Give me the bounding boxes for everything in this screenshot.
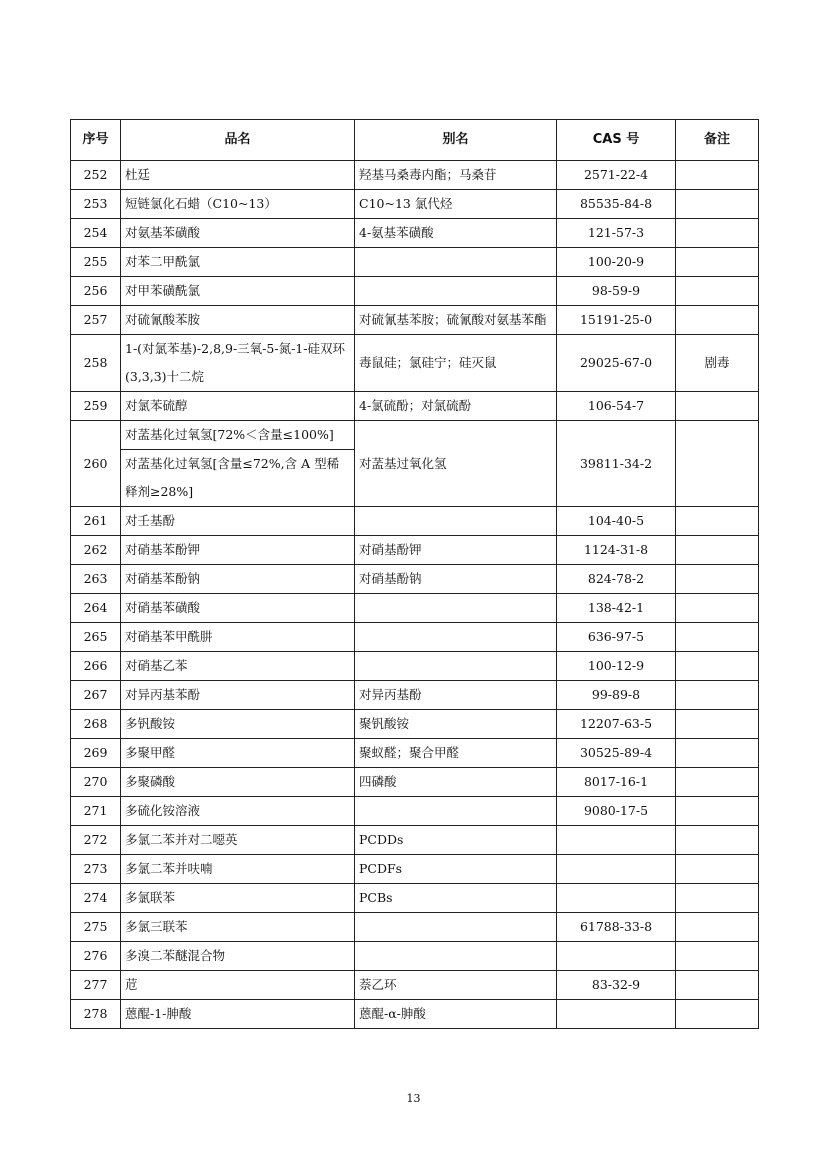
row-no: 262 <box>71 536 121 565</box>
row-alias: PCDFs <box>355 855 557 884</box>
table-row <box>71 248 759 277</box>
row-no: 272 <box>71 826 121 855</box>
row-name: 对氯苯硫醇 <box>121 392 355 421</box>
row-name: 对硫氰酸苯胺 <box>121 306 355 335</box>
row-cas <box>557 1000 676 1029</box>
row-no: 269 <box>71 739 121 768</box>
row-name: 多溴二苯醚混合物 <box>121 942 355 971</box>
row-cas: 12207-63-5 <box>557 710 676 739</box>
table-row <box>71 536 759 565</box>
row-name: 多氯三联苯 <box>121 913 355 942</box>
table-row <box>71 161 759 190</box>
row-no: 263 <box>71 565 121 594</box>
row-note <box>676 623 759 652</box>
row-name: 多硫化铵溶液 <box>121 797 355 826</box>
row-no: 255 <box>71 248 121 277</box>
row-note <box>676 652 759 681</box>
table-row <box>71 971 759 1000</box>
table-row <box>71 306 759 335</box>
row-note <box>676 565 759 594</box>
row-cas: 100-20-9 <box>557 248 676 277</box>
row-no: 276 <box>71 942 121 971</box>
row-alias <box>355 248 557 277</box>
row-alias: 对硫氰基苯胺；硫氰酸对氨基苯酯 <box>355 306 557 335</box>
row-alias: 对硝基酚钾 <box>355 536 557 565</box>
row-cas <box>557 855 676 884</box>
table-row <box>71 710 759 739</box>
row-note: 剧毒 <box>676 335 759 392</box>
row-name: 苊 <box>121 971 355 1000</box>
row-note <box>676 536 759 565</box>
row-cas: 39811-34-2 <box>557 421 676 507</box>
table-row <box>71 392 759 421</box>
row-alias: 对䓝基过氧化氢 <box>355 421 557 507</box>
row-name: 对硝基苯磺酸 <box>121 594 355 623</box>
row-name: 对硝基苯酚钠 <box>121 565 355 594</box>
table-row <box>71 507 759 536</box>
row-note <box>676 161 759 190</box>
row-alias: 对异丙基酚 <box>355 681 557 710</box>
row-cas: 99-89-8 <box>557 681 676 710</box>
row-no: 264 <box>71 594 121 623</box>
row-no: 252 <box>71 161 121 190</box>
row-note <box>676 971 759 1000</box>
row-note <box>676 1000 759 1029</box>
row-name-variant-b: 对䓝基化过氧氢[含量≤72%,含 A 型稀释剂≥28%] <box>121 450 355 507</box>
row-no: 259 <box>71 392 121 421</box>
row-alias: 4-氨基苯磺酸 <box>355 219 557 248</box>
row-no: 258 <box>71 335 121 392</box>
table-row <box>71 681 759 710</box>
row-alias: 四磷酸 <box>355 768 557 797</box>
table-row <box>71 797 759 826</box>
row-name: 对硝基乙苯 <box>121 652 355 681</box>
row-alias: PCDDs <box>355 826 557 855</box>
row-note <box>676 277 759 306</box>
table-row <box>71 942 759 971</box>
row-name: 对异丙基苯酚 <box>121 681 355 710</box>
row-name: 多氯二苯并呋喃 <box>121 855 355 884</box>
row-cas: 15191-25-0 <box>557 306 676 335</box>
row-alias: 羟基马桑毒内酯；马桑苷 <box>355 161 557 190</box>
row-name: 对甲苯磺酰氯 <box>121 277 355 306</box>
row-alias <box>355 623 557 652</box>
row-no: 277 <box>71 971 121 1000</box>
row-no: 265 <box>71 623 121 652</box>
row-cas: 100-12-9 <box>557 652 676 681</box>
row-note <box>676 710 759 739</box>
row-note <box>676 768 759 797</box>
row-note <box>676 681 759 710</box>
header-name: 品名 <box>121 120 355 161</box>
row-note <box>676 507 759 536</box>
row-no: 268 <box>71 710 121 739</box>
row-note <box>676 219 759 248</box>
table-row <box>71 884 759 913</box>
chemical-table <box>70 119 759 1029</box>
row-note <box>676 190 759 219</box>
row-note <box>676 248 759 277</box>
row-name: 多聚甲醛 <box>121 739 355 768</box>
row-no: 254 <box>71 219 121 248</box>
row-no: 271 <box>71 797 121 826</box>
page-number-text: 13 <box>406 1092 421 1105</box>
row-cas: 29025-67-0 <box>557 335 676 392</box>
row-name: 对硝基苯甲酰肼 <box>121 623 355 652</box>
row-no: 274 <box>71 884 121 913</box>
row-cas: 2571-22-4 <box>557 161 676 190</box>
row-alias: 聚蚁醛；聚合甲醛 <box>355 739 557 768</box>
row-alias <box>355 652 557 681</box>
table-row <box>71 913 759 942</box>
row-name: 多钒酸铵 <box>121 710 355 739</box>
row-no: 256 <box>71 277 121 306</box>
row-no: 270 <box>71 768 121 797</box>
row-cas: 8017-16-1 <box>557 768 676 797</box>
row-name: 对硝基苯酚钾 <box>121 536 355 565</box>
row-note <box>676 797 759 826</box>
row-cas: 98-59-9 <box>557 277 676 306</box>
row-alias <box>355 594 557 623</box>
table-header-row <box>71 120 759 161</box>
row-no: 257 <box>71 306 121 335</box>
row-cas: 83-32-9 <box>557 971 676 1000</box>
row-cas: 30525-89-4 <box>557 739 676 768</box>
row-cas <box>557 826 676 855</box>
table-row <box>71 190 759 219</box>
row-alias <box>355 277 557 306</box>
row-cas <box>557 942 676 971</box>
row-alias: PCBs <box>355 884 557 913</box>
row-name: 多聚磷酸 <box>121 768 355 797</box>
row-cas: 104-40-5 <box>557 507 676 536</box>
row-alias: 毒鼠硅；氯硅宁；硅灭鼠 <box>355 335 557 392</box>
row-no: 261 <box>71 507 121 536</box>
row-note <box>676 594 759 623</box>
row-cas: 9080-17-5 <box>557 797 676 826</box>
table-row <box>71 855 759 884</box>
row-no: 273 <box>71 855 121 884</box>
row-cas: 121-57-3 <box>557 219 676 248</box>
row-note <box>676 392 759 421</box>
row-note <box>676 739 759 768</box>
row-name: 1-(对氯苯基)-2,8,9-三氧-5-氮-1-硅双环(3,3,3)十二烷 <box>121 335 355 392</box>
header-alias: 别名 <box>355 120 557 161</box>
row-cas: 636-97-5 <box>557 623 676 652</box>
row-note <box>676 421 759 507</box>
row-name: 对氨基苯磺酸 <box>121 219 355 248</box>
row-alias: 对硝基酚钠 <box>355 565 557 594</box>
row-name-variant-a: 对䓝基化过氧氢[72%＜含量≤100%] <box>121 421 355 450</box>
row-cas: 61788-33-8 <box>557 913 676 942</box>
page-number <box>0 1092 827 1105</box>
table-row <box>71 652 759 681</box>
row-no: 266 <box>71 652 121 681</box>
row-note <box>676 913 759 942</box>
row-name: 短链氯化石蜡（C10~13） <box>121 190 355 219</box>
row-cas: 138-42-1 <box>557 594 676 623</box>
row-cas: 824-78-2 <box>557 565 676 594</box>
header-no: 序号 <box>71 120 121 161</box>
row-alias: 蒽醌-α-胂酸 <box>355 1000 557 1029</box>
table-row <box>71 1000 759 1029</box>
row-alias: 萘乙环 <box>355 971 557 1000</box>
row-no: 278 <box>71 1000 121 1029</box>
row-no: 267 <box>71 681 121 710</box>
row-note <box>676 855 759 884</box>
row-name: 多氯二苯并对二噁英 <box>121 826 355 855</box>
row-cas <box>557 884 676 913</box>
row-note <box>676 884 759 913</box>
row-no: 260 <box>71 421 121 507</box>
table-row <box>71 335 759 392</box>
row-alias <box>355 507 557 536</box>
row-alias: 4-氯硫酚；对氯硫酚 <box>355 392 557 421</box>
table-row <box>71 277 759 306</box>
row-name: 对苯二甲酰氯 <box>121 248 355 277</box>
row-note <box>676 306 759 335</box>
row-cas: 106-54-7 <box>557 392 676 421</box>
table-row <box>71 739 759 768</box>
table-row <box>71 565 759 594</box>
table-row <box>71 623 759 652</box>
header-cas: CAS 号 <box>557 120 676 161</box>
row-no: 275 <box>71 913 121 942</box>
row-alias <box>355 913 557 942</box>
table-row <box>71 421 759 450</box>
row-alias <box>355 942 557 971</box>
row-name: 对壬基酚 <box>121 507 355 536</box>
header-note: 备注 <box>676 120 759 161</box>
row-name: 蒽醌-1-胂酸 <box>121 1000 355 1029</box>
row-name: 杜廷 <box>121 161 355 190</box>
row-name: 多氯联苯 <box>121 884 355 913</box>
row-alias <box>355 797 557 826</box>
table-row <box>71 826 759 855</box>
row-note <box>676 826 759 855</box>
row-note <box>676 942 759 971</box>
row-cas: 85535-84-8 <box>557 190 676 219</box>
row-alias: C10~13 氯代烃 <box>355 190 557 219</box>
row-no: 253 <box>71 190 121 219</box>
row-alias: 聚钒酸铵 <box>355 710 557 739</box>
table-row <box>71 768 759 797</box>
table-row <box>71 594 759 623</box>
table-row <box>71 219 759 248</box>
row-cas: 1124-31-8 <box>557 536 676 565</box>
